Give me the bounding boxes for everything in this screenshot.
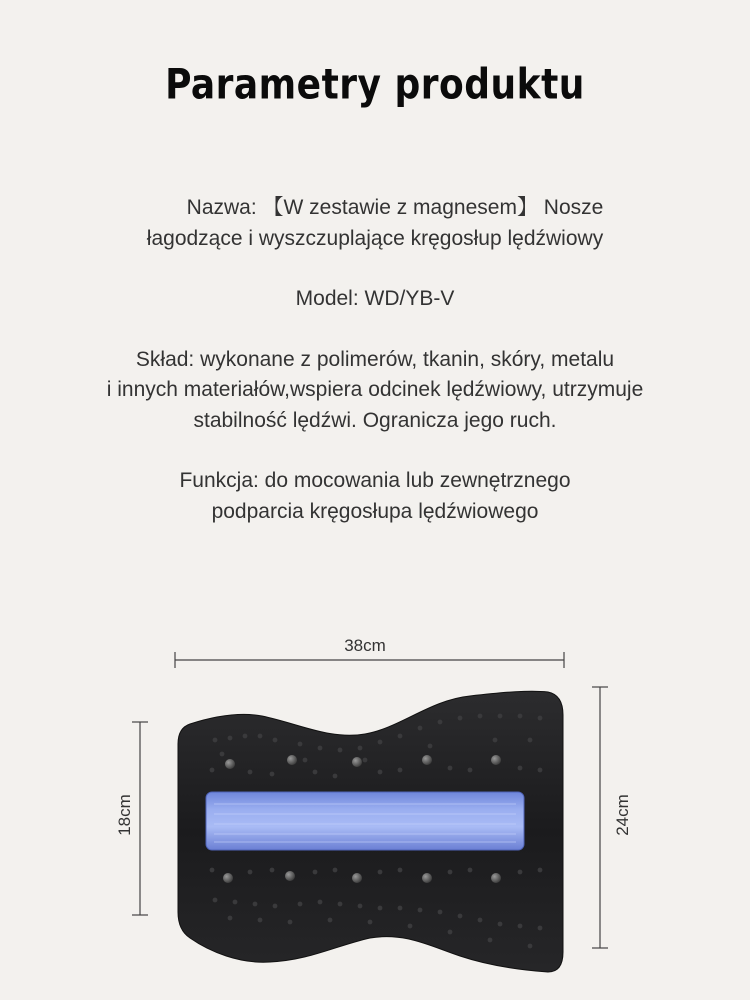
function-line-1: Funkcja: do mocowania lub zewnętrznego [179, 469, 571, 492]
product-illustration [0, 620, 750, 1000]
page-title: Parametry produktu [165, 60, 585, 110]
product-parameters [40, 193, 710, 557]
product-model-text: Model: WD/YB-V [295, 287, 455, 310]
product-name-line-1: Nazwa: 【W zestawie z magnesem】 Nosze [186, 196, 604, 219]
left-height-label: 18cm [115, 794, 134, 836]
right-height-dimension-line [592, 687, 608, 948]
product-dimension-figure [0, 620, 750, 1000]
blue-support-insert [206, 792, 524, 850]
product-function [40, 466, 710, 527]
composition-line-2: i innych materiałów,wspiera odcinek lędźwiowy, utrzymuje [106, 378, 644, 401]
product-composition [40, 345, 710, 437]
composition-line-1: Skład: wykonane z polimerów, tkanin, skóry, metalu [135, 347, 615, 371]
product-name [40, 193, 710, 254]
product-model [40, 284, 710, 315]
composition-line-3: stabilność lędźwi. Ogranicza jego ruch. [193, 408, 557, 432]
function-line-2: podparcia kręgosłupa lędźwiowego [211, 499, 539, 523]
right-height-label: 24cm [613, 794, 632, 836]
product-name-line-2: łagodzące i wyszczuplające kręgosłup lędźwiowy [146, 226, 604, 250]
width-label: 38cm [344, 636, 386, 655]
